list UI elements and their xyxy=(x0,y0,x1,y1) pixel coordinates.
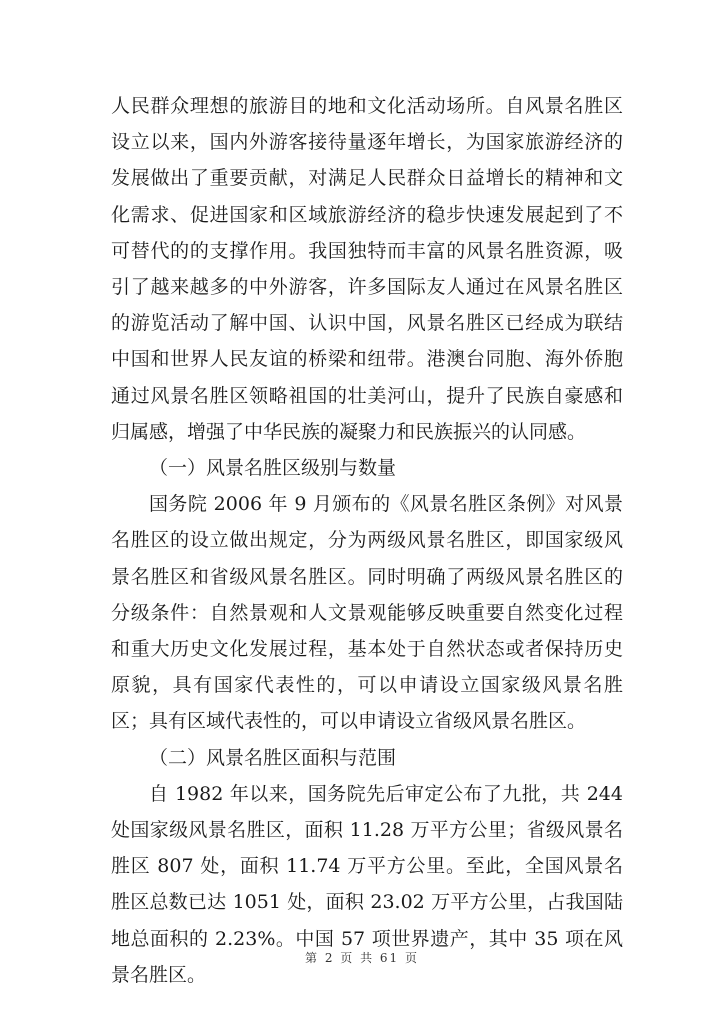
page-number-footer: 第 2 页 共 61 页 xyxy=(305,951,419,965)
section-heading-area-and-scope: （二）风景名胜区面积与范围 xyxy=(149,746,397,769)
body-text xyxy=(111,88,623,993)
section-heading-level-and-count: （一）风景名胜区级别与数量 xyxy=(149,457,397,480)
paragraph-statistics: 自 1982 年以来，国务院先后审定公布了九批，共 244 处国家级风景名胜区，面积 11.28 万平方公里；省级风景名胜区 807 处，面积 11.74 万平方公里。至此，全国风景名胜区总数已达 1051 处，面积 23.02 万平方公里，占我国陆地总面积的 2.23%。中国 57 项世界遗产，其中 35 项在风景名胜区。 xyxy=(111,782,623,986)
paragraph-regulation: 国务院 2006 年 9 月颁布的《风景名胜区条例》对风景名胜区的设立做出规定，分为两级风景名胜区，即国家级风景名胜区和省级风景名胜区。同时明确了两级风景名胜区的分级条件：自然景观和人文景观能够反映重要自然变化过程和重大历史文化发展过程，基本处于自然状态或者保持历史原貌，具有国家代表性的，可以申请设立国家级风景名胜区；具有区域代表性的，可以申请设立省级风景名胜区。 xyxy=(111,493,623,733)
paragraph-continuation: 人民群众理想的旅游目的地和文化活动场所。自风景名胜区设立以来，国内外游客接待量逐年增长，为国家旅游经济的发展做出了重要贡献，对满足人民群众日益增长的精神和文化需求、促进国家和区域旅游经济的稳步快速发展起到了不可替代的的支撑作用。我国独特而丰富的风景名胜资源，吸引了越来越多的中外游客，许多国际友人通过在风景名胜区的游览活动了解中国、认识中国，风景名胜区已经成为联结中国和世界人民友谊的桥梁和纽带。港澳台同胞、海外侨胞通过风景名胜区领略祖国的壮美河山，提升了民族自豪感和归属感，增强了中华民族的凝聚力和民族振兴的认同感。 xyxy=(111,95,623,443)
